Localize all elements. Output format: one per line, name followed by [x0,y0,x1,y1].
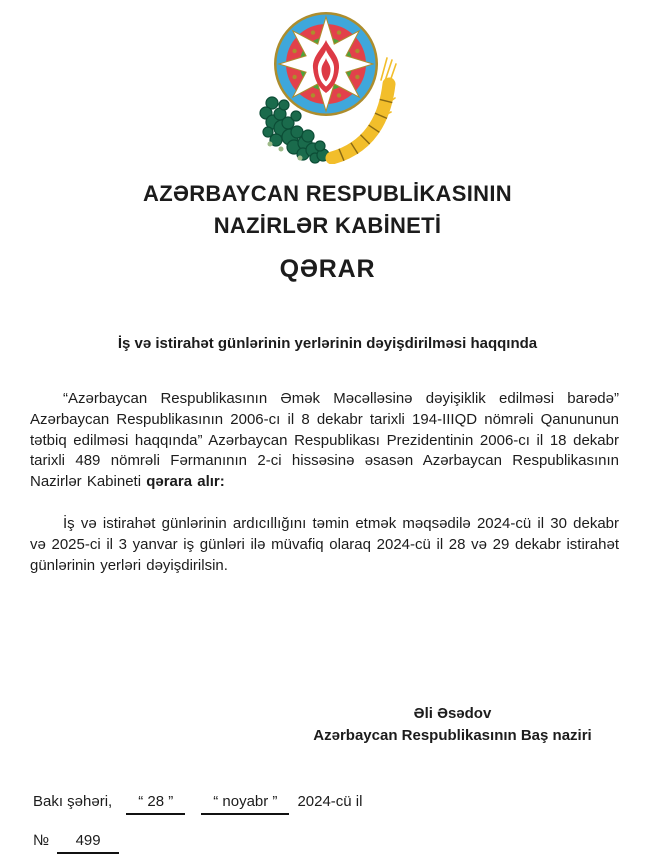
preamble-text: “Azərbaycan Respublikasının Əmək Məcəlləsinə dəyişiklik edilməsi barədə” Azərbaycan Respublikasının 2006-cı il 8 dekabr tarixli 194-IIIQD nömrəli Qanununun tətbiq edilməsi haqqında” Azərbaycan Respublikası Prezidentinin 2006-cı il 18 dekabr tarixli 489 nömrəli Fərmanının 2-ci hissəsinə əsasən Azərbaycan Respublikasının Nazirlər Kabineti [30,390,619,491]
preamble-resolution-phrase: qərara alır: [146,473,225,491]
document-type-title: QƏRAR [279,255,376,283]
signer-title: Azərbaycan Respublikasının Baş naziri [313,727,592,745]
place-date-line [33,793,655,815]
organization-name-line1: AZƏRBAYCAN RESPUBLİKASININ [143,181,512,206]
signature-block [290,703,615,747]
signer-name: Əli Əsədov [413,705,492,723]
preamble-paragraph [30,389,619,493]
day-field: “ 28 ” [126,793,185,815]
decree-subject: İş və istirahət günlərinin yerlərinin dəyişdirilməsi haqqında [117,335,538,352]
organization-name [0,178,655,242]
resolution-paragraph: İş və istirahət günlərinin ardıcıllığını təmin etmək məqsədilə 2024-cü il 30 dekabr və 2025-ci il 3 yanvar iş günləri ilə müvafiq olaraq 2024-cü il 28 və 29 dekabr istirahət günlərinin yerləri dəyişdirilsin. [30,514,619,574]
decree-number-line [33,832,655,854]
year-label: 2024-cü il [297,793,363,811]
number-label: № [33,832,50,850]
city-label: Bakı şəhəri, [33,793,113,811]
number-field: 499 [57,832,119,854]
organization-name-line2: NAZİRLƏR KABİNETİ [213,213,442,238]
emblem-container [0,0,655,164]
month-field: “ noyabr ” [201,793,289,815]
azerbaijan-coat-of-arms-icon [248,6,408,164]
